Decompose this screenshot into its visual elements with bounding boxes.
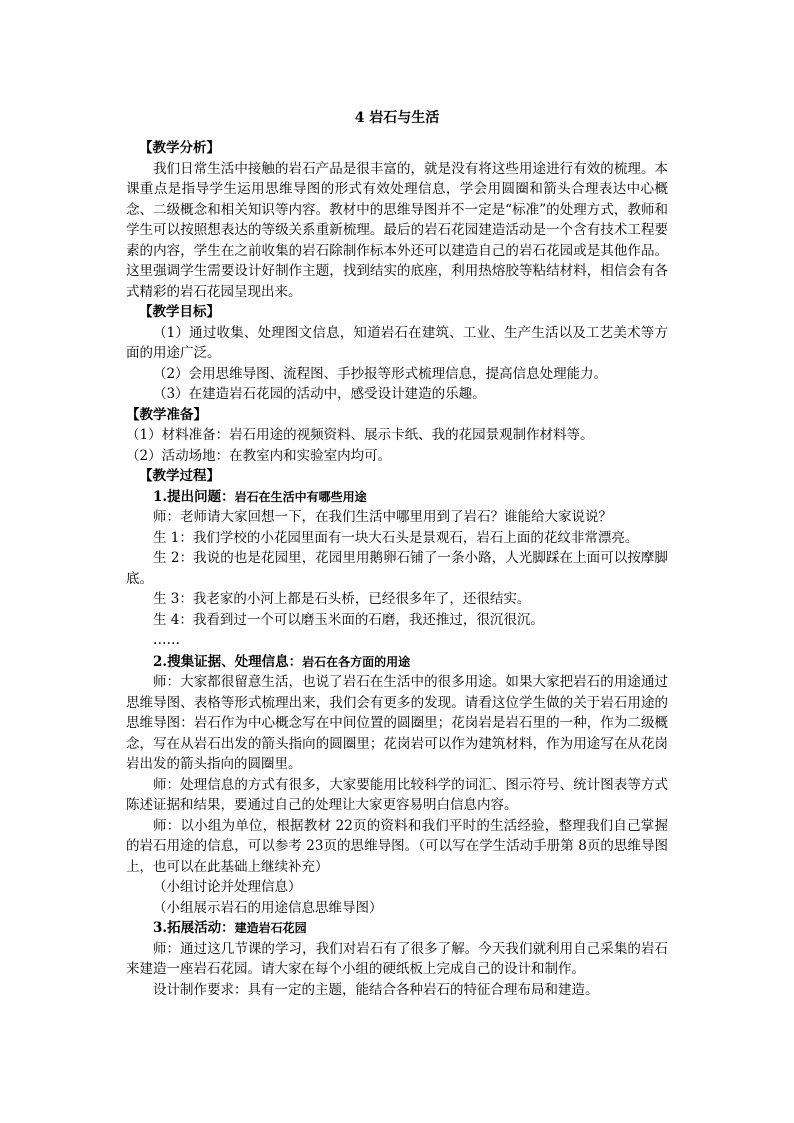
goal-item-2: （2）会用思维导图、流程图、手抄报等形式梳理信息，提高信息处理能力。 <box>153 365 608 382</box>
step2-title: 岩石在各方面的用途 <box>302 654 411 669</box>
analysis-body: 我们日常生活中接触的岩石产品是很丰富的，就是没有将这些用途进行有效的梳理。本课重点是指导学生运用思维导图的形式有效处理信息，学会用圆圈和箭头合理表达中心概念、二级概念和相关知识等内容。教材中的思维导图并不一定是“标准”的处理方式，教师和学生可以按照想表达的等级关系重新梳理。最后的岩石花园建造活动是一个含有技术工程要素的内容，学生在之前收集的岩石除制作标本外还可以建造自己的岩石花园或是其他作品。这里强调学生需要设计好制作主题，找到结实的底座，利用热熔胶等粘结材料，相信会有各式精彩的岩石花园呈现出来。 <box>126 160 668 300</box>
step2-lead: 2.搜集证据、处理信息： <box>153 653 303 670</box>
step1-line-5: 生 4：我看到过一个可以磨玉米面的石磨，我还推过，很沉很沉。 <box>153 611 544 628</box>
step1-heading <box>126 487 668 508</box>
step1-line-1: 师：老师请大家回想一下，在我们生活中哪里用到了岩石？谁能给大家说说？ <box>153 509 612 525</box>
goal-item-3: （3）在建造岩石花园的活动中，感受设计建造的乐趣。 <box>153 386 486 402</box>
step1-line-3: 生 2：我说的也是花园里，花园里用鹅卵石铺了一条小路，人光脚踩在上面可以按摩脚底。 <box>126 550 668 587</box>
prep-heading: 【教学准备】 <box>126 406 207 423</box>
step3-line-2: 设计制作要求：具有一定的主题，能结合各种岩石的特征合理布局和建造。 <box>153 981 599 998</box>
document-title: 4 岩石与生活 <box>354 110 440 126</box>
step2-line-3: 师：以小组为单位，根据教材 22页的资料和我们平时的生活经验，整理我们自己掌握的岩石用途的信息，可以参考 23页的思维导图。（可以写在学生活动手册第 8页的思维导图上，也可以在此基础上继续补充） <box>126 817 668 875</box>
step1-line-6: …… <box>153 632 180 648</box>
step2-line-2: 师：处理信息的方式有很多，大家要能用比较科学的词汇、图示符号、统计图表等方式陈述证据和结果，要通过自己的处理让大家更容易明白信息内容。 <box>126 776 668 813</box>
prep-item-2: （2）活动场地：在教室内和实验室内均可。 <box>126 447 392 464</box>
document-page <box>126 108 668 1000</box>
analysis-heading: 【教学分析】 <box>139 140 220 156</box>
step2-heading <box>126 652 668 673</box>
step3-lead: 3.拓展活动： <box>153 920 235 936</box>
goals-heading: 【教学目标】 <box>139 304 220 320</box>
step2-line-4: （小组讨论并处理信息） <box>153 879 302 895</box>
step3-heading <box>126 918 668 939</box>
prep-item-1: （1）材料准备：岩石用途的视频资料、展示卡纸、我的花园景观制作材料等。 <box>126 427 594 443</box>
step1-line-2: 生 1：我们学校的小花园里面有一块大石头是景观石，岩石上面的花纹非常漂亮。 <box>153 529 639 546</box>
step3-title: 建造岩石花园 <box>234 921 307 935</box>
step1-line-4: 生 3：我老家的小河上都是石头桥，已经很多年了，还很结实。 <box>153 591 531 607</box>
step1-title: 岩石在生活中有哪些用途 <box>234 489 367 504</box>
step2-line-5: （小组展示岩石的用途信息思维导图） <box>153 899 383 916</box>
step1-lead: 1.提出问题： <box>153 488 235 505</box>
process-heading: 【教学过程】 <box>139 468 220 484</box>
goal-item-1: （1）通过收集、处理图文信息，知道岩石在建筑、工业、生产生活以及工艺美术等方面的用途广泛。 <box>126 324 668 361</box>
step2-line-1: 师：大家都很留意生活，也说了岩石在生活中的很多用途。如果大家把岩石的用途通过思维导图、表格等形式梳理出来，我们会有更多的发现。请看这位学生做的关于岩石用途的思维导图：岩石作为中心概念写在中间位置的圆圈里；花岗岩是岩石里的一种，作为二级概念，写在从岩石出发的箭头指向的圆圈里；花岗岩可以作为建筑材料，作为用途写在从花岗岩出发的箭头指向的圆圈里。 <box>126 674 668 772</box>
step3-line-1: 师：通过这几节课的学习，我们对岩石有了很多了解。今天我们就利用自己采集的岩石来建造一座岩石花园。请大家在每个小组的硬纸板上完成自己的设计和制作。 <box>126 940 668 977</box>
